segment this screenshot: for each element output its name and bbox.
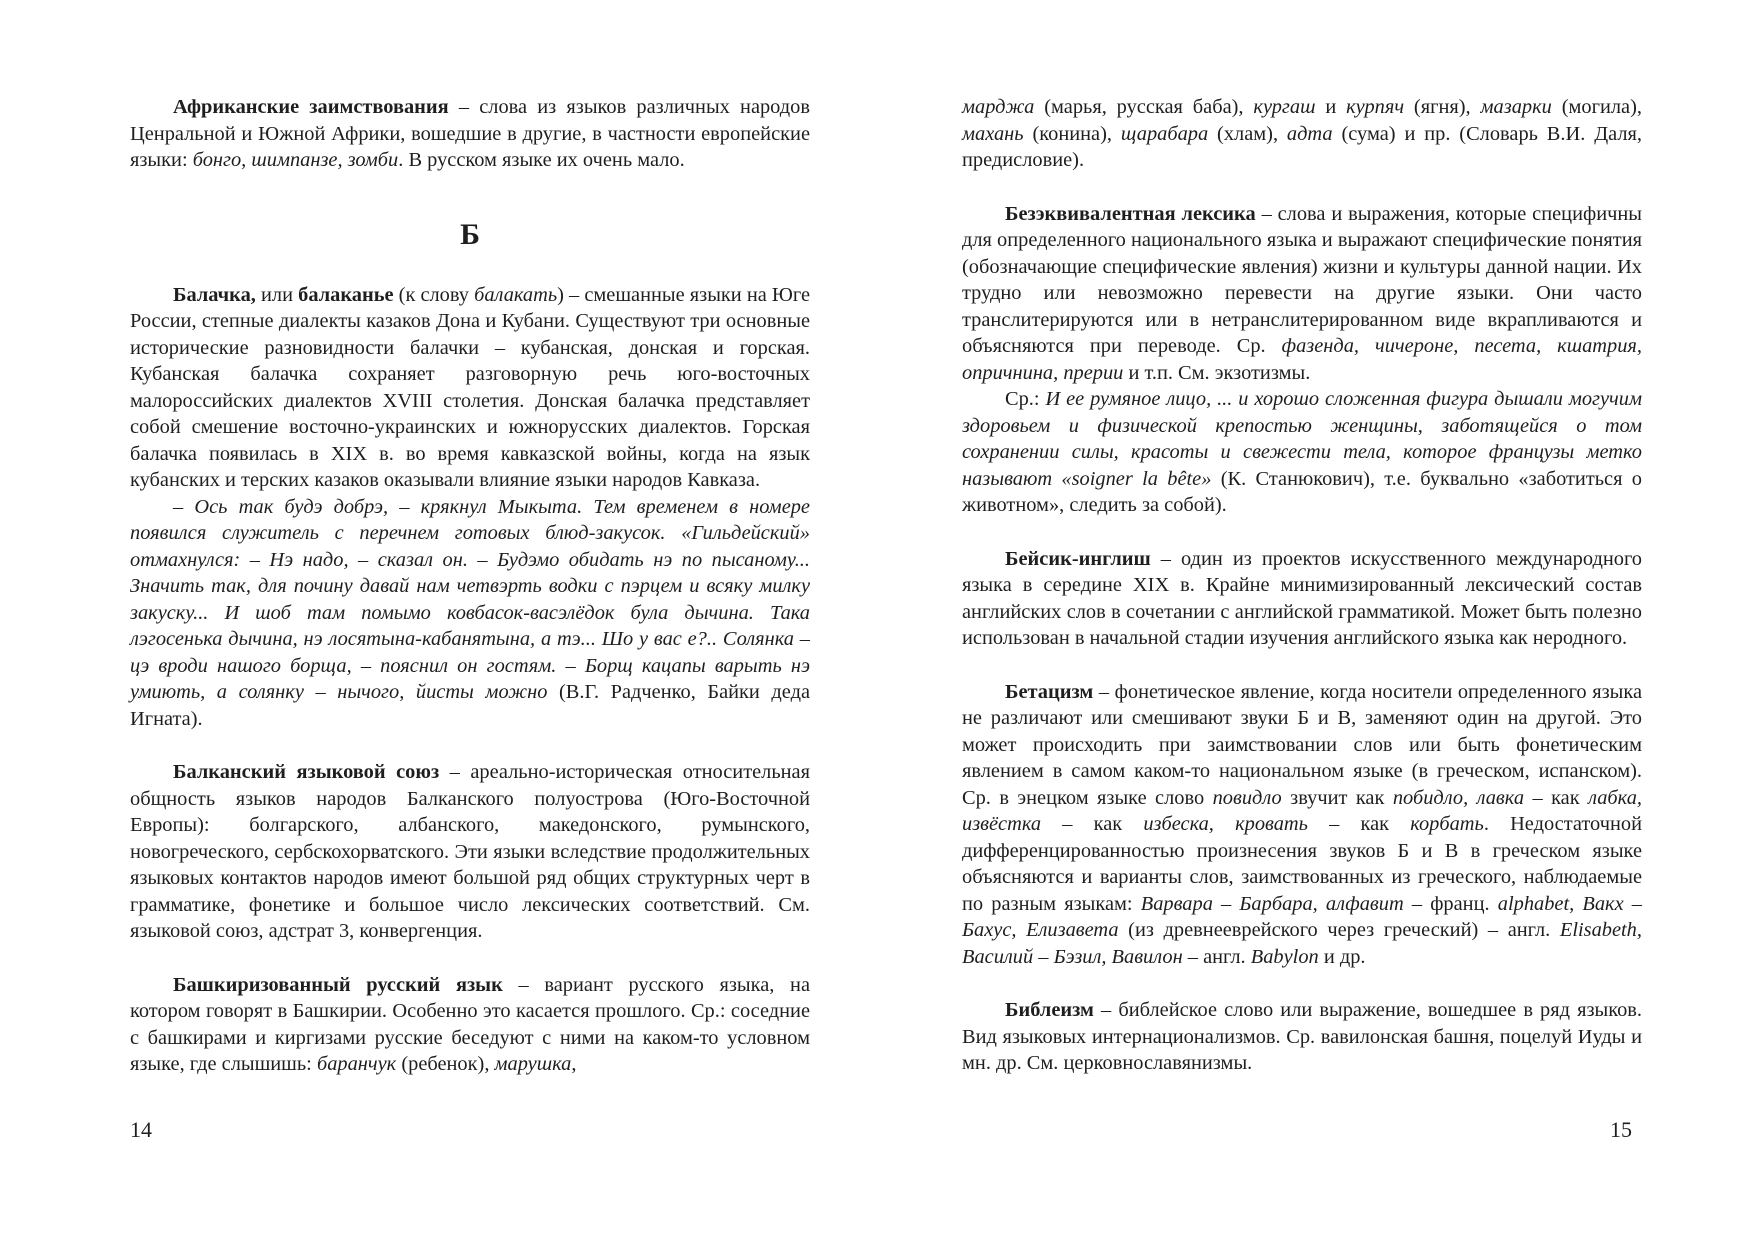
entry-balachka: Балачка, или балаканье (к слову балакать) – смешанные языки на Юге России, степные диалекты казаков Дона и Кубани. Существуют три основные исторические разновидности балачки – кубанская, донская и горская. Кубанская балачка сохраняет разговорную речь юго-восточных малороссийских диалектов XVIII столетия. Донская балачка представляет собой смешение восточно-украинских и южнорусских диалектов. Горская балачка появилась в XIX в. во время кавказской войны, когда на язык кубанских и терских казаков оказывали влияние языки народов Кавказа. – Ось так будэ добрэ, – крякнул Мыкыта. Тем временем в номере появился служитель с перечнем готовых блюд-закусок. «Гильдейский» отмахнулся: – Нэ надо, – сказал он. – Будэмо обидать нэ по пысаному... Значить так, для почину давай нам четвэрть водки с пэрцем и всяку милку закуску... И шоб там помымо ковбасок-васэлёдок була дычина. Така лэгосенька дычина, нэ лосятына-кабанятына, а тэ... Шо у вас е?.. Солянка – цэ вроди нашого борща, – пояснил он гостям. – Борщ кацапы варыть нэ умиють, а солянку – нычого, йисты можно (В.Г. Радченко, Байки деда Игната).	[130, 282, 810, 733]
entry-headword: Балачка,	[173, 283, 256, 306]
entry-basic-english: Бейсик-инглиш – один из проектов искусственного международного языка в середине XIX в. Крайне минимизированный лексический состав английских слов в сочетании с английской грамматикой. Может быть полезно использован в начальной стадии изучения английского языка как неродного.	[962, 547, 1642, 649]
page-number: 14	[130, 1117, 152, 1142]
entry-headword: Бейсик-инглиш	[1005, 547, 1151, 570]
entry-headword: Африканские заимствования	[173, 96, 449, 118]
entry-headword: Башкиризованный русский язык	[173, 973, 503, 996]
entry-bibleism: Библеизм – библейское слово или выражение, вошедшее в ряд языков. Вид языковых интернационализмов. Ср. вавилонская башня, поцелуй Иуды и мн. др. См. церковнославянизмы.	[962, 999, 1642, 1074]
entry-headword: Бетацизм	[1005, 680, 1094, 703]
page-number: 15	[1610, 1117, 1632, 1142]
section-letter: Б	[460, 217, 480, 251]
entry-nonequivalent-lexis: Безэквивалентная лексика – слова и выражения, которые специфичны для определенного национального языка и выражают специфические понятия (обозначающие специфические явления) жизни и культуры данной нации. Их трудно или невозможно перевести на другие языки. Они часто транслитерируются или в нетранслитерированном виде вкрапливаются и объясняются при переводе. Ср. фазенда, чичероне, песета, кшатрия, опричнина, прерии и т.п. См. экзотизмы. Ср.: И ее румяное лицо, ... и хорошо сложенная фигура дышали могучим здоровьем и физической крепостью женщины, заботящейся о том сохранении силы, красоты и свежести тела, которое французы метко называют «soigner la bête» (К. Станюкович), т.е. буквально «заботиться о животном», следить за собой).	[962, 201, 1642, 519]
entry-balkan-union: Балканский языковой союз – ареально-историческая относительная общность языков народов Балканского полуострова (Юго-Восточной Европы): болгарского, албанского, македонского, румынского, новогреческого, сербскохорватского. Эти языки вследствие продолжительных языковых контактов народов имеют большой ряд общих структурных черт в грамматике, фонетике и большое число лексических соответствий. См. языковой союз, адстрат 3, конвергенция.	[130, 761, 810, 942]
entry-betacism: Бетацизм – фонетическое явление, когда носители определенного языка не различают или смешивают звуки Б и В, заменяют один на другой. Это может происходить при заимствовании слов или быть фонетическим явлением в самом каком-то национальном языке (в греческом, испанском). Ср. в энецком языке слово повидло звучит как побидло, лавка – как лабка, извёстка – как избеска, кровать – как корбать. Недостаточной дифференцированностью произнесения звуков Б и В в греческом языке объясняются и варианты слов, заимствованных из греческого, наблюдаемые по разным языкам: Варвара – Барбара, алфавит – франц. alphabet, Вакх – Бахус, Елизавета (из древнееврейского через греческий) – англ. Elisabeth, Василий – Бэзил, Вавилон – англ. Babylon и др.	[962, 680, 1643, 968]
left-page	[130, 0, 810, 1078]
entry-headword: Балканский языковой союз	[173, 761, 440, 783]
quotation: – Ось так будэ добрэ, – крякнул Мыкыта. Тем временем в номере появился служитель с перечнем готовых блюд-закусок. «Гильдейский» отмахнулся: – Нэ надо, – сказал он. – Будэмо обидать нэ по пысаному... Значить так, для почину давай нам четвэрть водки с пэрцем и всяку милку закуску... И шоб там помымо ковбасок-васэлёдок була дычина. Така лэгосенька дычина, нэ лосятына-кабанятына, а тэ... Шо у вас е?.. Солянка – цэ вроди нашого борща, – пояснил он гостям. – Борщ кацапы варыть нэ умиють, а солянку – нычого, йисты можно (В.Г. Радченко, Байки деда Игната).	[130, 495, 811, 730]
entry-continuation: марджа (марья, русская баба), кургаш и курпяч (ягня), мазарки (могила), махань (конина), щарабара (хлам), адта (сума) и пр. (Словарь В.И. Даля, предисловие).	[962, 96, 1642, 171]
right-page	[962, 0, 1642, 1077]
entry-headword: Безэквивалентная лексика	[1005, 202, 1256, 225]
quotation: Ср.: И ее румяное лицо, ... и хорошо сложенная фигура дышали могучим здоровьем и физической крепостью женщины, заботящейся о том сохранении силы, красоты и свежести тела, которое французы метко называют «soigner la bête» (К. Станюкович), т.е. буквально «заботиться о животном», следить за собой).	[962, 388, 1642, 516]
entry-headword: Библеизм	[1005, 999, 1094, 1021]
entry-bashkir-russian: Башкиризованный русский язык – вариант русского языка, на котором говорят в Башкирии. Особенно это касается прошлого. Ср.: соседние с башкирами и киргизами русские беседуют с ними на каком-то условном языке, где слышишь: баранчук (ребенок), марушка,	[130, 973, 810, 1075]
entry-african-loans: Африканские заимствования – слова из языков различных народов Ценральной и Южной Африки, вошедшие в другие, в частности европейские языки: бонго, шимпанзе, зомби. В русском языке их очень мало.	[130, 96, 810, 171]
